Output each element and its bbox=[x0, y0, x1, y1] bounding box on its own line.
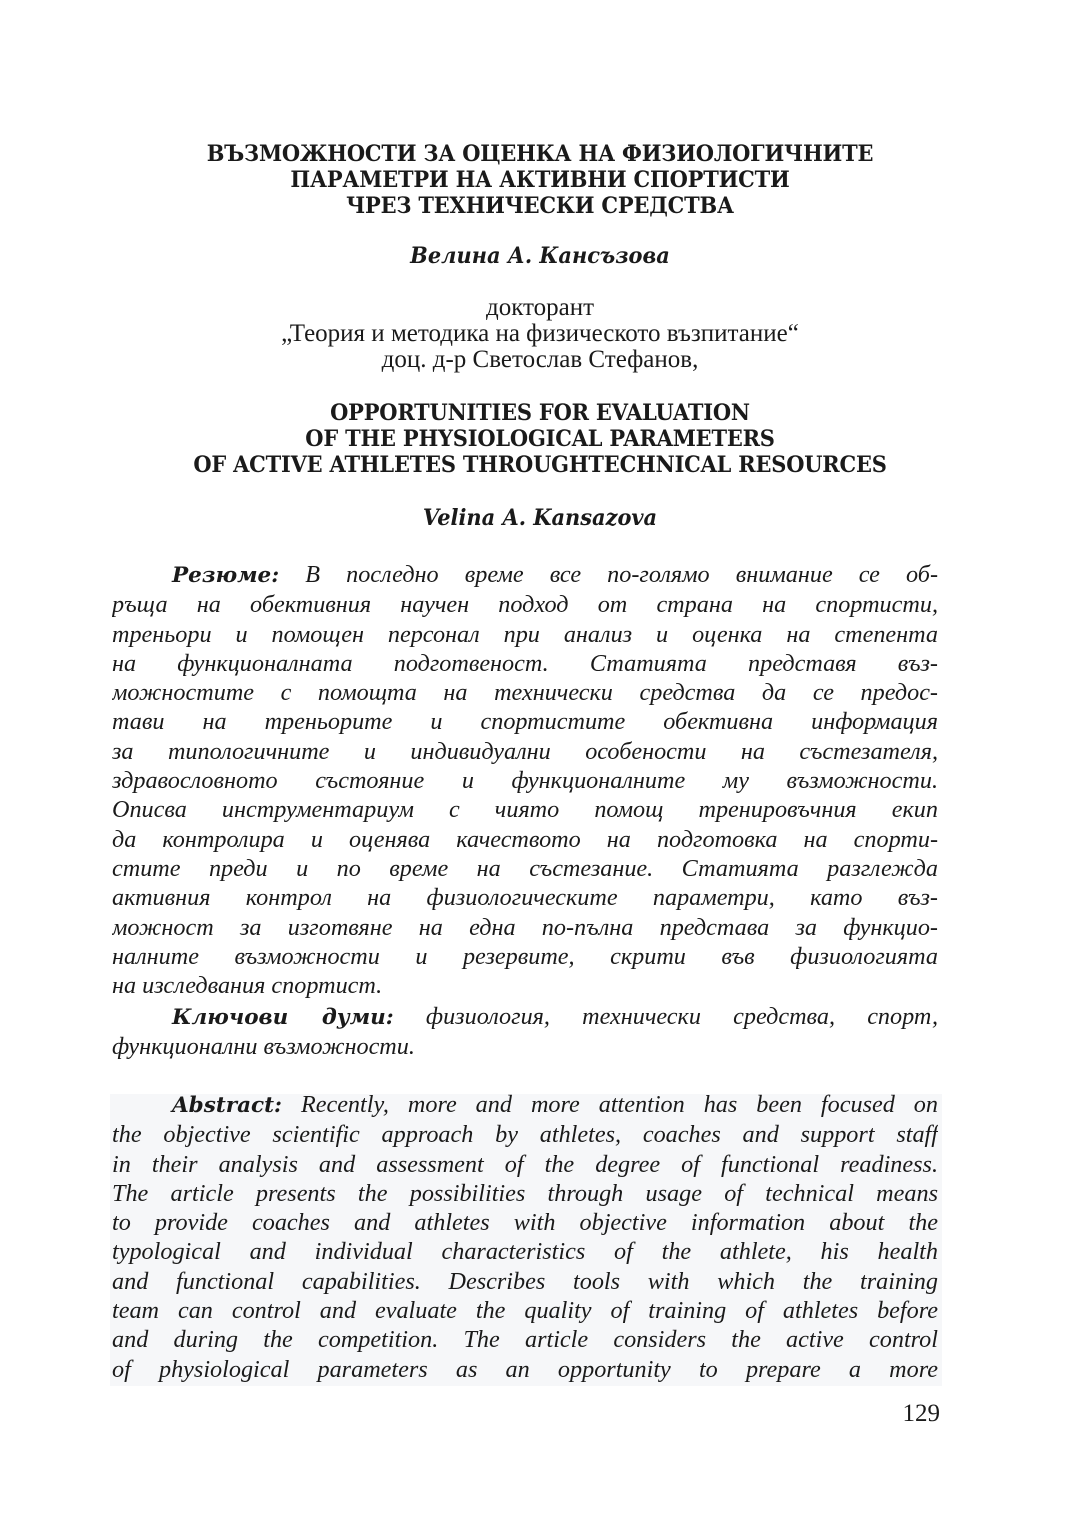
affiliation-line: „Теория и методика на физическото възпитание“ bbox=[281, 320, 799, 347]
paragraph-line: можност за изготвяне на една по-пълна представа за функцио- bbox=[112, 913, 938, 941]
keywords-paragraph bbox=[112, 1002, 938, 1062]
paragraph-line: на изследвания спортист. bbox=[112, 972, 383, 1000]
paragraph-line: Abstract: Recently, more and more attention has been focused on bbox=[172, 1091, 938, 1118]
paragraph-line: здравословното състояние и функционалните му възможности. bbox=[112, 767, 938, 795]
paragraph-line: to provide coaches and athletes with objective information about the bbox=[112, 1209, 938, 1237]
paragraph-line: можностите с помощта на технически средства да се предос- bbox=[112, 679, 938, 707]
affiliation-line: докторант bbox=[485, 294, 595, 321]
title-line: ЧРЕЗ ТЕХНИЧЕСКИ СРЕДСТВА bbox=[346, 193, 734, 219]
title-line: OF ACTIVE ATHLETES THROUGHTECHNICAL RESOURCES bbox=[193, 452, 887, 478]
paragraph-line: треньори и помощен персонал при анализ и оценка на степента bbox=[112, 620, 938, 648]
title-line: ВЪЗМОЖНОСТИ ЗА ОЦЕНКА НА ФИЗИОЛОГИЧНИТЕ bbox=[206, 141, 874, 167]
paragraph-line: стите преди и по време на състезание. Статията разглежда bbox=[112, 854, 938, 882]
abstract-paragraph bbox=[112, 1090, 938, 1384]
article-title-bulgarian bbox=[38, 141, 1042, 219]
paragraph-line: тави на треньорите и спортистите обективна информация bbox=[112, 708, 938, 736]
article-title-english bbox=[38, 400, 1042, 478]
affiliation-line: доц. д-р Светослав Стефанов, bbox=[381, 346, 699, 373]
paragraph-line: and functional capabilities. Describes tools with which the training bbox=[112, 1267, 938, 1295]
keywords-label: Ключови думи: bbox=[172, 1005, 394, 1030]
title-line: ПАРАМЕТРИ НА АКТИВНИ СПОРТИСТИ bbox=[290, 167, 790, 193]
abstract-label: Abstract: bbox=[172, 1093, 282, 1118]
paragraph-line: Ключови думи: физиология, технически средства, спорт, bbox=[172, 1003, 938, 1030]
page-number: 129 bbox=[902, 1400, 940, 1427]
paragraph-line: функционални възможности. bbox=[112, 1033, 415, 1061]
paragraph-line: активния контрол на физиологическите параметри, като въз- bbox=[112, 884, 938, 912]
paragraph-line: налните възможности и резервите, скрити във физиологията bbox=[112, 942, 938, 970]
title-line: OF THE PHYSIOLOGICAL PARAMETERS bbox=[305, 426, 775, 452]
paragraph-line: the objective scientific approach by athletes, coaches and support staff bbox=[112, 1121, 938, 1149]
paragraph-line: of physiological parameters as an opportunity to prepare a more bbox=[112, 1355, 938, 1383]
paragraph-line: typological and individual characteristics of the athlete, his health bbox=[112, 1238, 938, 1266]
author-affiliation bbox=[0, 295, 1080, 373]
paragraph-line: in their analysis and assessment of the degree of functional readiness. bbox=[112, 1150, 938, 1178]
paragraph-line: The article presents the possibilities through usage of technical means bbox=[112, 1179, 938, 1207]
paragraph-line: ръща на обективния научен подход от страна на спортисти, bbox=[112, 591, 938, 619]
paragraph-line: and during the competition. The article considers the active control bbox=[112, 1326, 938, 1354]
paragraph-line: team can control and evaluate the quality of training of athletes before bbox=[112, 1297, 938, 1325]
author-name-english: Velina A. Kansazova bbox=[422, 505, 658, 531]
resume-label: Резюме: bbox=[172, 563, 280, 588]
paragraph-line: да контролира и оценява качеството на подготовка на спорти- bbox=[112, 825, 938, 853]
paragraph-line: на функционалната подготвеност. Статията представя въз- bbox=[112, 649, 938, 677]
paragraph-line: Описва инструментариум с чиято помощ тренировъчния екип bbox=[112, 796, 938, 824]
author-name-bulgarian: Велина А. Кансъзова bbox=[410, 243, 670, 269]
resume-paragraph bbox=[112, 560, 938, 1000]
paragraph-line: за типологичните и индивидуални особености на състезателя, bbox=[112, 737, 938, 765]
title-line: OPPORTUNITIES FOR EVALUATION bbox=[330, 400, 750, 426]
paragraph-line: Резюме: В последно време все по-голямо внимание се об- bbox=[172, 561, 938, 588]
